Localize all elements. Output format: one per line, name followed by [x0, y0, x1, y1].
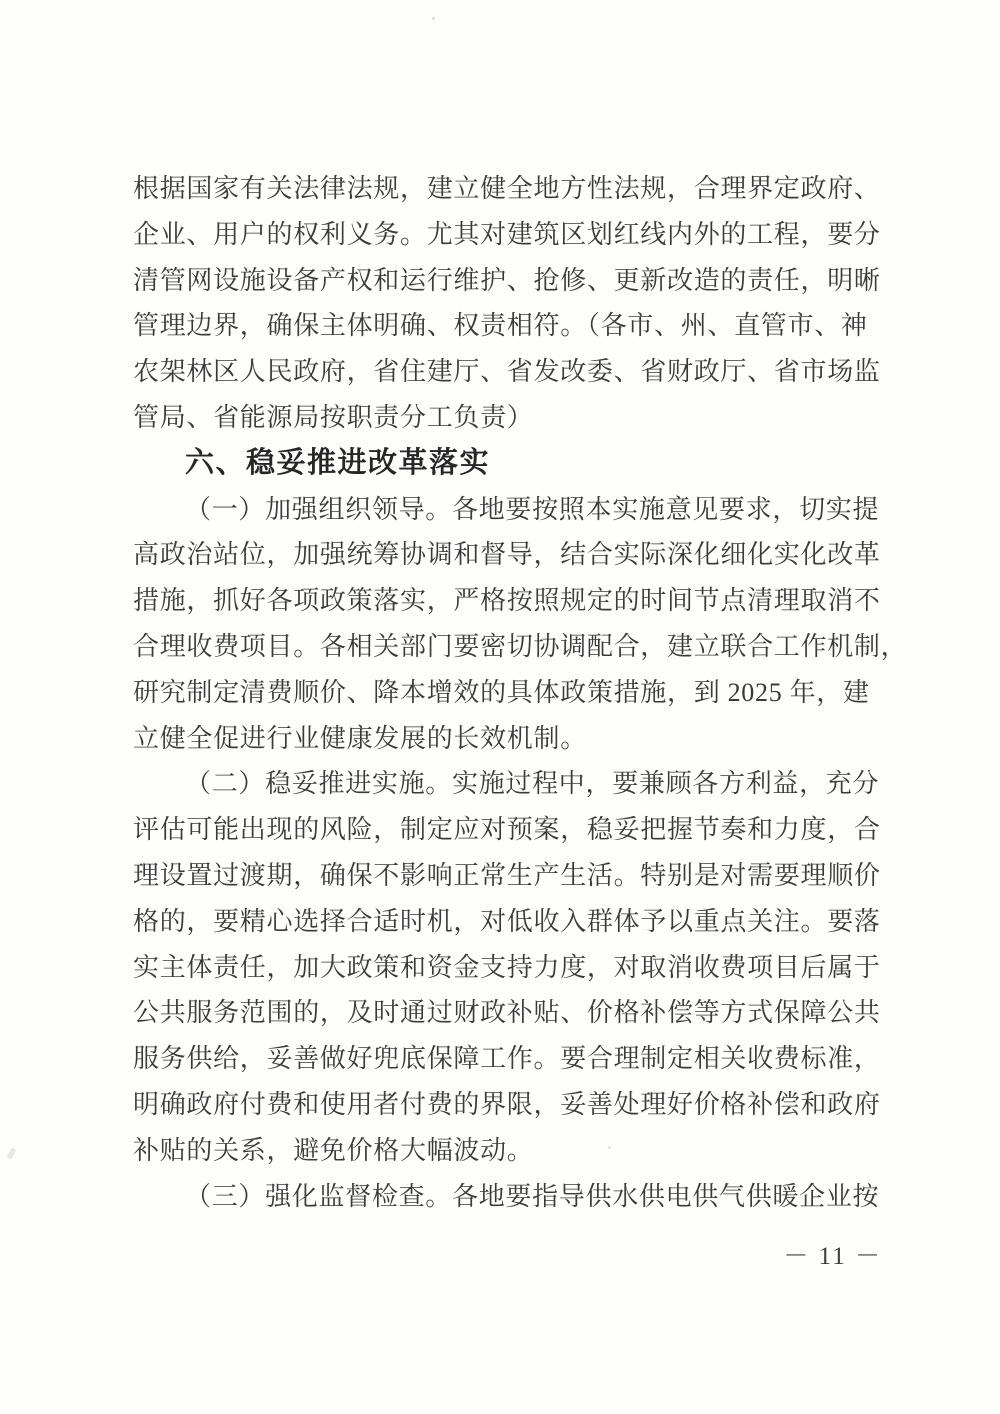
body-line: 根据国家有关法律法规，建立健全地方性法规，合理界定政府、	[133, 174, 881, 203]
body-line: 补贴的关系，避免价格大幅波动。	[133, 1135, 534, 1165]
body-line: 农架林区人民政府，省住建厅、省发改委、省财政厅、省市场监	[133, 357, 881, 387]
paragraph-start: （三）强化监督检查。各地要指导供水供电供气供暖企业按	[185, 1181, 880, 1211]
body-line: 高政治站位，加强统筹协调和督导，结合实际深化细化实化改革	[133, 540, 881, 570]
body-line: 服务供给，妥善做好兜底保障工作。要合理制定相关收费标准，	[133, 1044, 881, 1074]
body-line: 合理收费项目。各相关部门要密切协调配合，建立联合工作机制，	[133, 631, 908, 661]
body-line: 实主体责任，加大政策和资金支持力度，对取消收费项目后属于	[133, 952, 881, 982]
body-line: 管局、省能源局按职责分工负责）	[133, 402, 534, 432]
body-line: 措施，抓好各项政策落实，严格按照规定的时间节点清理取消不	[133, 586, 881, 616]
paragraph-start: （二）稳妥推进实施。实施过程中，要兼顾各方利益，充分	[185, 769, 880, 799]
body-line: 企业、用户的权利义务。尤其对建筑区划红线内外的工程，要分	[133, 219, 881, 249]
body-line: 格的，要精心选择合适时机，对低收入群体予以重点关注。要落	[133, 906, 881, 936]
scan-artifact	[7, 1147, 17, 1159]
body-line: 理设置过渡期，确保不影响正常生产生活。特别是对需要理顺价	[133, 860, 881, 890]
scan-artifact	[432, 17, 435, 20]
body-line: 清管网设施设备产权和运行维护、抢修、更新改造的责任，明晰	[133, 265, 881, 295]
body-line: 评估可能出现的风险，制定应对预案，稳妥把握节奏和力度，合	[133, 815, 881, 845]
paragraph-start: （一）加强组织领导。各地要按照本实施意见要求，切实提	[185, 494, 880, 524]
body-text	[133, 166, 908, 1219]
body-line: 研究制定清费顺价、降本增效的具体政策措施，到 2025 年，建	[133, 677, 870, 707]
page-number: － 11 －	[783, 1243, 882, 1270]
body-line: 立健全促进行业健康发展的长效机制。	[133, 723, 587, 753]
section-heading: 六、稳妥推进改革落实	[185, 446, 491, 479]
body-line: 公共服务范围的，及时通过财政补贴、价格补偿等方式保障公共	[133, 998, 881, 1028]
body-line: 明确政府付费和使用者付费的界限，妥善处理好价格补偿和政府	[133, 1089, 881, 1119]
body-line: 管理边界，确保主体明确、权责相符。（各市、州、直管市、神	[133, 311, 868, 341]
